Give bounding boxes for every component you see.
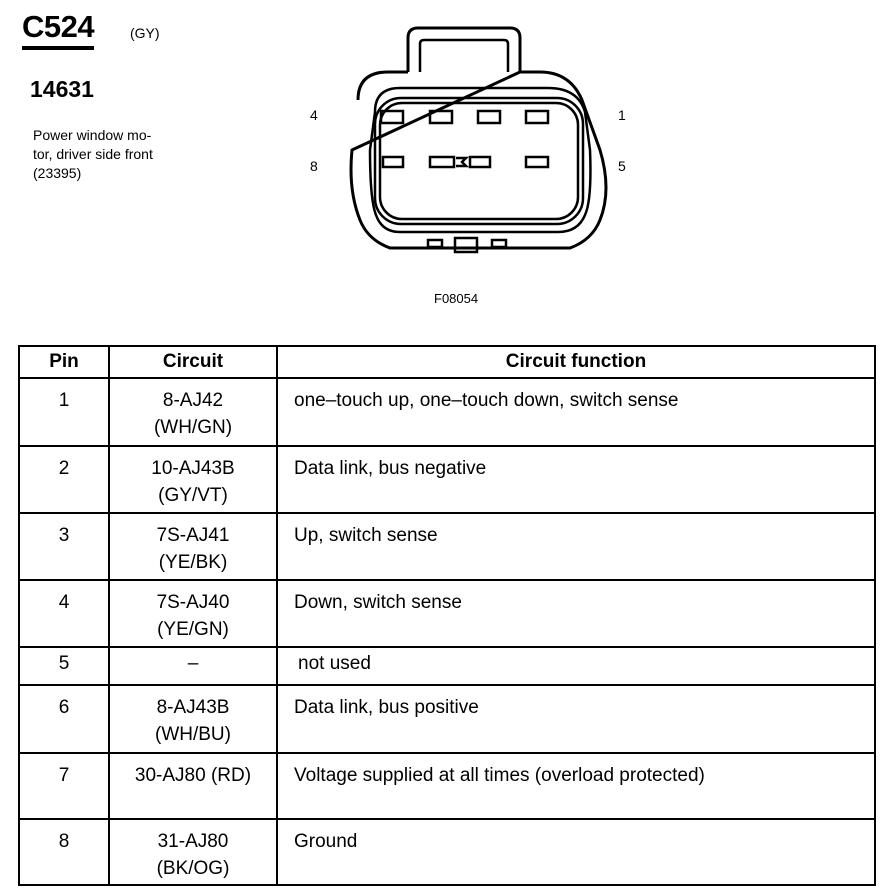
function-cell: Down, switch sense xyxy=(277,580,875,647)
pin-cell: 4 xyxy=(19,580,109,647)
table-row xyxy=(19,446,875,513)
description-line: (23395) xyxy=(33,165,82,181)
circuit-line: (BK/OG) xyxy=(156,858,230,879)
function-cell: Data link, bus negative xyxy=(277,446,875,513)
function-cell: Data link, bus positive xyxy=(277,685,875,753)
circuit-line: – xyxy=(187,653,199,674)
connector-id: C524 xyxy=(22,10,94,50)
table-row xyxy=(19,378,875,446)
pin-cell: 8 xyxy=(19,819,109,885)
table-row xyxy=(19,685,875,753)
pin-label-top-right: 1 xyxy=(618,107,626,123)
circuit-line: (YE/BK) xyxy=(158,552,228,573)
circuit-line: 8-AJ43B xyxy=(156,697,230,718)
circuit-cell xyxy=(109,580,277,647)
function-cell: not used xyxy=(277,647,875,685)
pin-cell: 5 xyxy=(19,647,109,685)
circuit-cell xyxy=(109,819,277,885)
function-cell: Up, switch sense xyxy=(277,513,875,580)
circuit-cell xyxy=(109,753,277,819)
circuit-cell xyxy=(109,647,277,685)
connector-face-diagram xyxy=(300,0,660,280)
figure-id: F08054 xyxy=(434,291,479,306)
circuit-cell xyxy=(109,378,277,446)
pin-label-bottom-right: 5 xyxy=(618,158,626,174)
circuit-line: 10-AJ43B xyxy=(151,458,235,479)
connector-color-code: (GY) xyxy=(130,25,160,41)
circuit-line: (YE/GN) xyxy=(157,619,229,640)
circuit-line: (GY/VT) xyxy=(158,485,228,506)
circuit-cell xyxy=(109,685,277,753)
circuit-line: 7S-AJ40 xyxy=(156,592,230,613)
table-row xyxy=(19,513,875,580)
circuit-cell xyxy=(109,446,277,513)
table-header-row xyxy=(19,346,875,378)
part-number: 14631 xyxy=(30,76,94,102)
function-cell: Voltage supplied at all times (overload protected) xyxy=(277,753,875,819)
header-circuit: Circuit xyxy=(109,346,277,378)
circuit-line: 8-AJ42 xyxy=(162,390,224,411)
table-row xyxy=(19,753,875,819)
pin-cell: 2 xyxy=(19,446,109,513)
circuit-cell xyxy=(109,513,277,580)
circuit-line: 30-AJ80 (RD) xyxy=(134,765,252,786)
function-cell: one–touch up, one–touch down, switch sense xyxy=(277,378,875,446)
description-line: Power window mo- xyxy=(33,127,152,143)
pin-label-bottom-left: 8 xyxy=(310,158,318,174)
pin-cell: 3 xyxy=(19,513,109,580)
table-row xyxy=(19,819,875,885)
circuit-line: 31-AJ80 xyxy=(157,831,229,852)
pin-label-top-left: 4 xyxy=(310,107,318,123)
circuit-line: (WH/GN) xyxy=(153,417,233,438)
description-line: tor, driver side front xyxy=(33,146,153,162)
component-description xyxy=(33,126,153,183)
pin-cell: 7 xyxy=(19,753,109,819)
circuit-line: 7S-AJ41 xyxy=(156,525,230,546)
table-row xyxy=(19,580,875,647)
pin-cell: 6 xyxy=(19,685,109,753)
function-cell: Ground xyxy=(277,819,875,885)
pin-cell: 1 xyxy=(19,378,109,446)
pinout-table xyxy=(18,345,876,886)
circuit-line: (WH/BU) xyxy=(155,724,231,745)
header-pin: Pin xyxy=(19,346,109,378)
header-circuit-function: Circuit function xyxy=(277,346,875,378)
table-row xyxy=(19,647,875,685)
